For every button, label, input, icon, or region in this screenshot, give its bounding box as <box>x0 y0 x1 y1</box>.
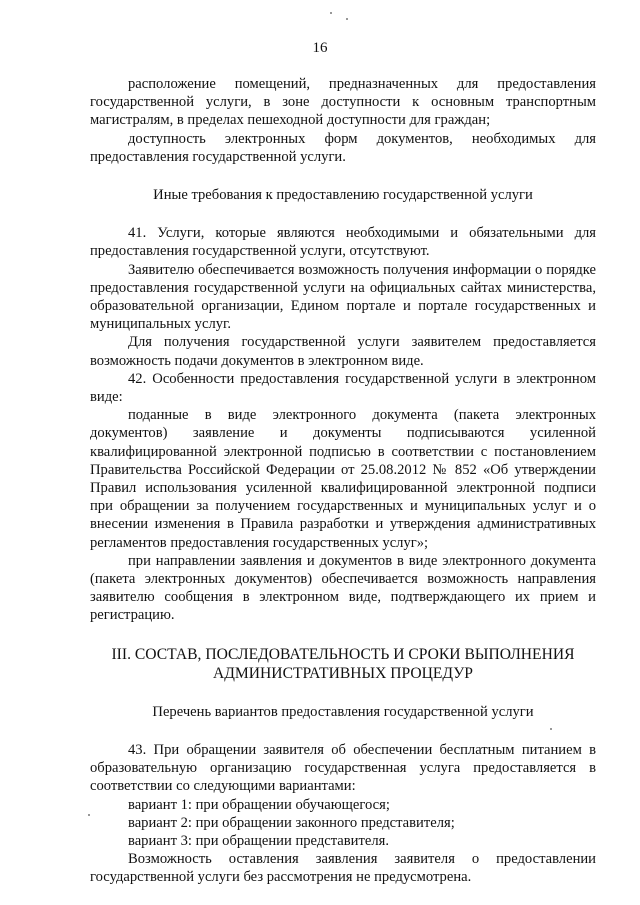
scan-speck <box>346 18 348 20</box>
subsection-heading: Иные требования к предоставлению государственной услуги <box>153 187 533 204</box>
document-body <box>90 75 596 887</box>
variant-item: вариант 2: при обращении законного представителя; <box>128 814 455 831</box>
paragraph: Заявителю обеспечивается возможность получения информации о порядке предоставления государственной услуги на официальных сайтах министерства, образовательной организации, Едином портале и портале государственных и муниципальных услуг. <box>90 261 596 333</box>
page-number: 16 <box>312 40 328 56</box>
section-title: АДМИНИСТРАТИВНЫХ ПРОЦЕДУР <box>213 664 473 682</box>
paragraph: Возможность оставления заявления заявителя о предоставлении государственной услуги без рассмотрения не предусмотрена. <box>90 851 596 886</box>
paragraph: расположение помещений, предназначенных для предоставления государственной услуги, в зоне доступности к основным транспортным магистралям, в пределах пешеходной доступности для граждан; <box>90 76 596 129</box>
paragraph-42: 42. Особенности предоставления государственной услуги в электронном виде: <box>90 370 596 406</box>
scan-speck <box>330 12 332 14</box>
paragraph-41: 41. Услуги, которые являются необходимыми и обязательными для предоставления государственной услуги, отсутствуют. <box>90 225 596 260</box>
paragraph-43: 43. При обращении заявителя об обеспечении бесплатным питанием в образовательную организацию государственная услуга предоставляется в соответствии со следующими вариантами: <box>90 741 596 795</box>
paragraph: Для получения государственной услуги заявителем предоставляется возможность подачи документов в электронном виде. <box>90 334 596 369</box>
paragraph: при направлении заявления и документов в виде электронного документа (пакета электронных документов) обеспечивается возможность направления заявителю сообщения в электронном виде, подтверждающего их прием и регистрацию. <box>90 552 596 624</box>
paragraph: поданные в виде электронного документа (пакета электронных документов) заявление и документы подписываются усиленной квалифицированной электронной подписью в соответствии с постановлением Правительства Российской Федерации от 25.08.2012 № 852 «Об утверждении Правил использования усиленной квалифицированной электронной подписи при обращении за получением государственных и муниципальных услуг и о внесении изменения в Правила разработки и утверждения административных регламентов предоставления государственных услуг»; <box>90 407 596 551</box>
paragraph: доступность электронных форм документов, необходимых для предоставления государственной услуги. <box>90 130 596 165</box>
section-title: III. СОСТАВ, ПОСЛЕДОВАТЕЛЬНОСТЬ И СРОКИ ВЫПОЛНЕНИЯ <box>111 645 575 663</box>
variant-item: вариант 3: при обращении представителя. <box>128 832 389 849</box>
subsection-heading: Перечень вариантов предоставления государственной услуги <box>152 703 534 720</box>
variant-item: вариант 1: при обращении обучающегося; <box>128 796 390 813</box>
